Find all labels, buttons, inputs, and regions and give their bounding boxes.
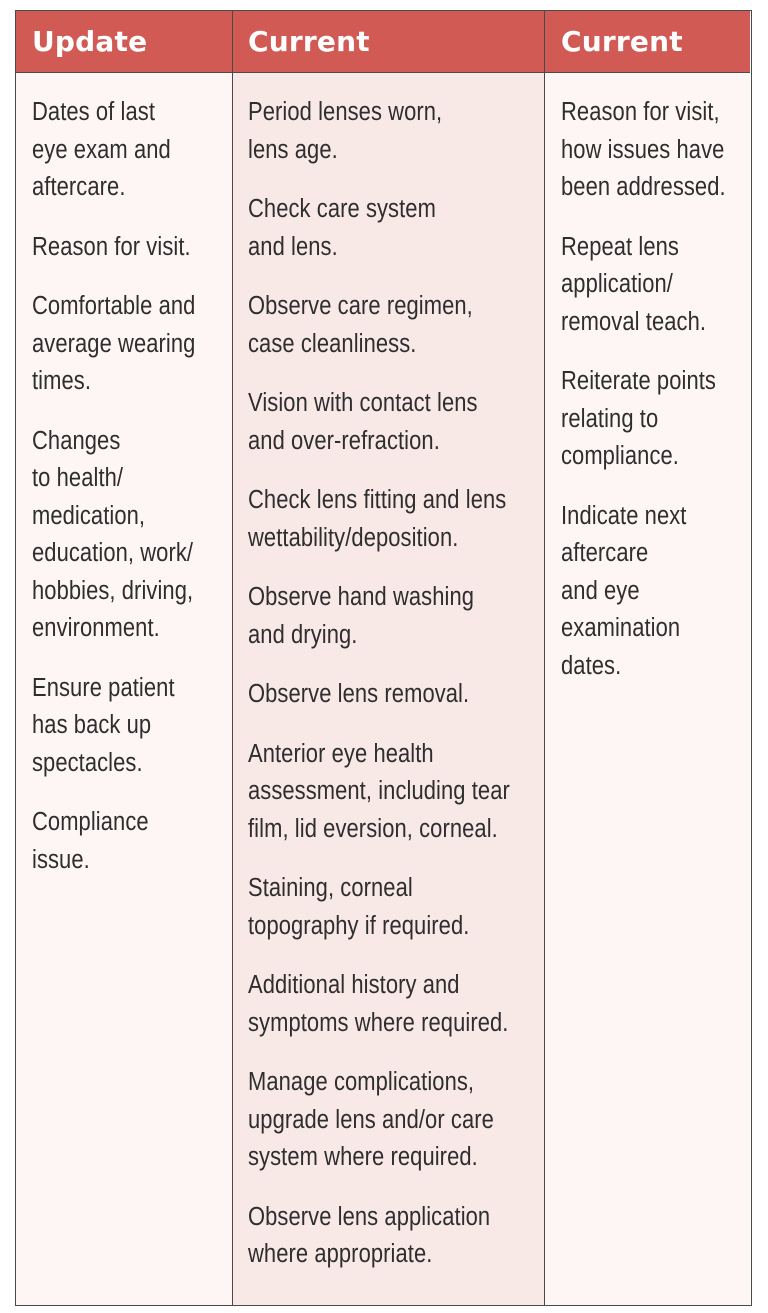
list-item: Staining, corneal topography if required. bbox=[248, 874, 470, 940]
list-item: Observe lens application where appropriate. bbox=[248, 1202, 491, 1268]
column-current-advice-list bbox=[545, 73, 750, 707]
list-item: Comfortable and average wearing times. bbox=[32, 292, 196, 395]
list-item: Additional history and symptoms where required. bbox=[248, 971, 509, 1037]
list-item: Check care system and lens. bbox=[248, 195, 436, 261]
list-item: Observe care regimen, case cleanliness. bbox=[248, 292, 473, 358]
list-item: Ensure patient has back up spectacles. bbox=[32, 673, 175, 777]
list-item: Indicate next aftercare and eye examination dates. bbox=[561, 501, 687, 680]
contact-lens-aftercare-table bbox=[15, 10, 752, 1306]
column-header-current-checks: Current bbox=[233, 11, 544, 73]
list-item: Repeat lens application/ removal teach. bbox=[561, 232, 707, 336]
list-item: Period lenses worn, lens age. bbox=[248, 98, 443, 164]
list-item: Reason for visit, how issues have been addressed. bbox=[561, 98, 726, 201]
list-item: Compliance issue. bbox=[32, 808, 149, 874]
list-item: Check lens fitting and lens wettability/deposition. bbox=[248, 486, 507, 552]
column-update-list bbox=[16, 73, 232, 901]
list-item: Manage complications, upgrade lens and/or care system where required. bbox=[248, 1068, 494, 1171]
list-item: Observe hand washing and drying. bbox=[248, 583, 475, 649]
list-item: Dates of last eye exam and aftercare. bbox=[32, 98, 171, 201]
column-header-update: Update bbox=[16, 11, 232, 73]
list-item: Reason for visit. bbox=[32, 232, 191, 261]
column-update bbox=[16, 11, 233, 1305]
list-item: Changes to health/ medication, education, work/ hobbies, driving, environment. bbox=[32, 426, 194, 642]
column-current-checks bbox=[233, 11, 545, 1305]
list-item: Vision with contact lens and over-refraction. bbox=[248, 389, 478, 455]
list-item: Observe lens removal. bbox=[248, 680, 470, 708]
column-current-checks-list bbox=[233, 73, 544, 1296]
column-header-current-advice: Current bbox=[545, 11, 750, 73]
list-item: Anterior eye health assessment, including tear film, lid eversion, corneal. bbox=[248, 739, 510, 843]
column-current-advice bbox=[545, 11, 750, 1305]
list-item: Reiterate points relating to compliance. bbox=[561, 367, 716, 470]
